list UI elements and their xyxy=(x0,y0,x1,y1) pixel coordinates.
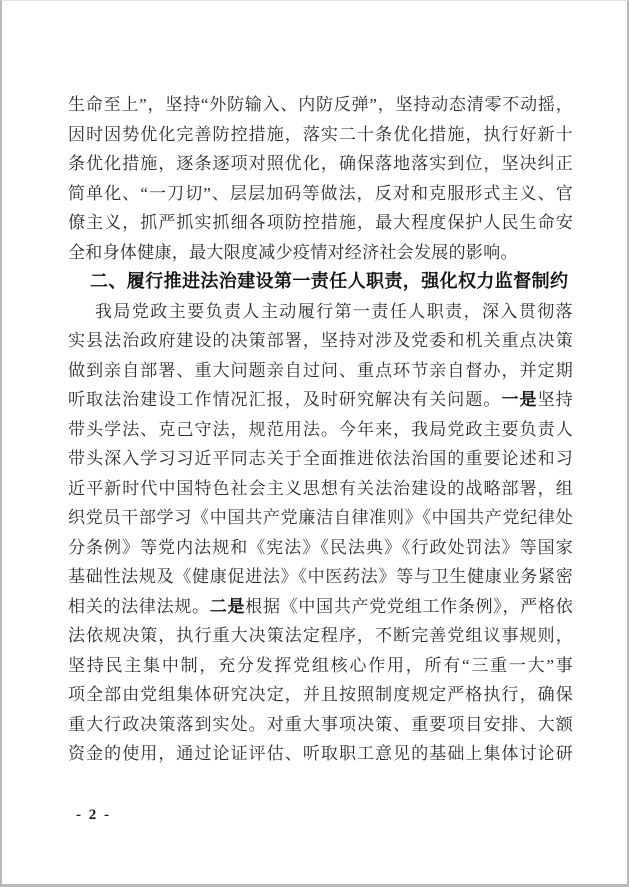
text-segment: 生命至上”，坚持“外防输入、内防反弹”，坚持动态清零不动摇， xyxy=(68,95,573,114)
document-body xyxy=(68,90,573,769)
text-segment: 法依规决策，执行重大决策法定程序，不断完善党组议事规则， xyxy=(68,626,573,645)
text-segment: 条优化措施，逐条逐项对照优化，确保落地落实到位，坚决纠正 xyxy=(68,154,573,173)
text-line-17 xyxy=(68,562,573,592)
text-segment: 重大行政决策落到实处。对重大事项决策、重要项目安排、大额 xyxy=(68,714,573,734)
text-segment: 带头深入学习习近平同志关于全面推进依法治国的重要论述和习 xyxy=(68,449,573,468)
text-segment: 近平新时代中国特色社会主义思想有关法治建设的战略部署，组 xyxy=(68,478,573,498)
text-line-16 xyxy=(68,533,573,563)
text-segment: 项全部由党组集体研究决定，并且按照制度规定严格执行，确保 xyxy=(68,685,573,704)
text-line-6 xyxy=(68,238,573,268)
text-line-21 xyxy=(68,680,573,710)
text-line-2 xyxy=(68,120,573,150)
bold-text-segment: 二、履行推进法治建设第一责任人职责，强化权力监督制约 xyxy=(90,271,569,291)
text-line-9 xyxy=(68,326,573,356)
text-line-23 xyxy=(68,739,573,769)
text-segment: 做到亲自部署、重大问题亲自过问、重点环节亲自督办，并定期 xyxy=(68,360,573,380)
text-line-14 xyxy=(68,474,573,504)
text-line-20 xyxy=(68,651,573,681)
text-segment: 听取法治建设工作情况汇报，及时研究解决有关问题。 xyxy=(68,390,502,409)
text-segment: 实县法治政府建设的决策部署，坚持对涉及党委和机关重点决策 xyxy=(68,331,573,350)
text-segment: 坚持 xyxy=(537,390,573,409)
text-line-13 xyxy=(68,444,573,474)
text-segment: 我局党政主要负责人主动履行第一责任人职责，深入贯彻落 xyxy=(95,301,573,321)
text-line-15 xyxy=(68,503,573,533)
text-segment: 基础性法规及《健康促进法》《中医药法》等与卫生健康业务紧密 xyxy=(68,567,573,586)
bold-text-segment: 二是 xyxy=(209,596,246,616)
text-segment: 简单化、“一刀切”、层层加码等做法，反对和克服形式主义、官 xyxy=(68,183,573,203)
text-line-19 xyxy=(68,621,573,651)
text-segment: 相关的法律法规。 xyxy=(68,596,210,616)
text-segment: 根据《中国共产党党组工作条例》，严格依 xyxy=(245,596,573,616)
text-line-11 xyxy=(68,385,573,415)
text-segment: 因时因势优化完善防控措施，落实二十条优化措施，执行好新十 xyxy=(68,124,573,144)
text-segment: 僚主义，抓严抓实抓细各项防控措施，最大程度保护人民生命安 xyxy=(68,213,573,232)
text-line-5 xyxy=(68,208,573,238)
text-line-12 xyxy=(68,415,573,445)
text-segment: 坚持民主集中制，充分发挥党组核心作用，所有“三重一大”事 xyxy=(68,655,573,675)
text-line-10 xyxy=(68,356,573,386)
bold-text-segment: 一是 xyxy=(501,390,538,409)
text-line-3 xyxy=(68,149,573,179)
text-segment: 全和身体健康，最大限度减少疫情对经济社会发展的影响。 xyxy=(68,242,518,262)
text-segment: 带头学法、克己守法，规范用法。今年来，我局党政主要负责人 xyxy=(68,419,573,439)
text-line-8 xyxy=(68,297,573,327)
text-line-22 xyxy=(68,710,573,740)
text-segment: 织党员干部学习《中国共产党廉洁自律准则》《中国共产党纪律处 xyxy=(68,508,573,527)
text-segment: 分条例》等党内法规和《宪法》《民法典》《行政处罚法》等国家 xyxy=(68,537,573,557)
text-line-1 xyxy=(68,90,573,120)
text-line-4 xyxy=(68,179,573,209)
text-segment: 资金的使用，通过论证评估、听取职工意见的基础上集体讨论研 xyxy=(68,744,573,763)
text-line-18 xyxy=(68,592,573,622)
page-number: - 2 - xyxy=(76,807,111,823)
heading-line xyxy=(68,267,573,297)
